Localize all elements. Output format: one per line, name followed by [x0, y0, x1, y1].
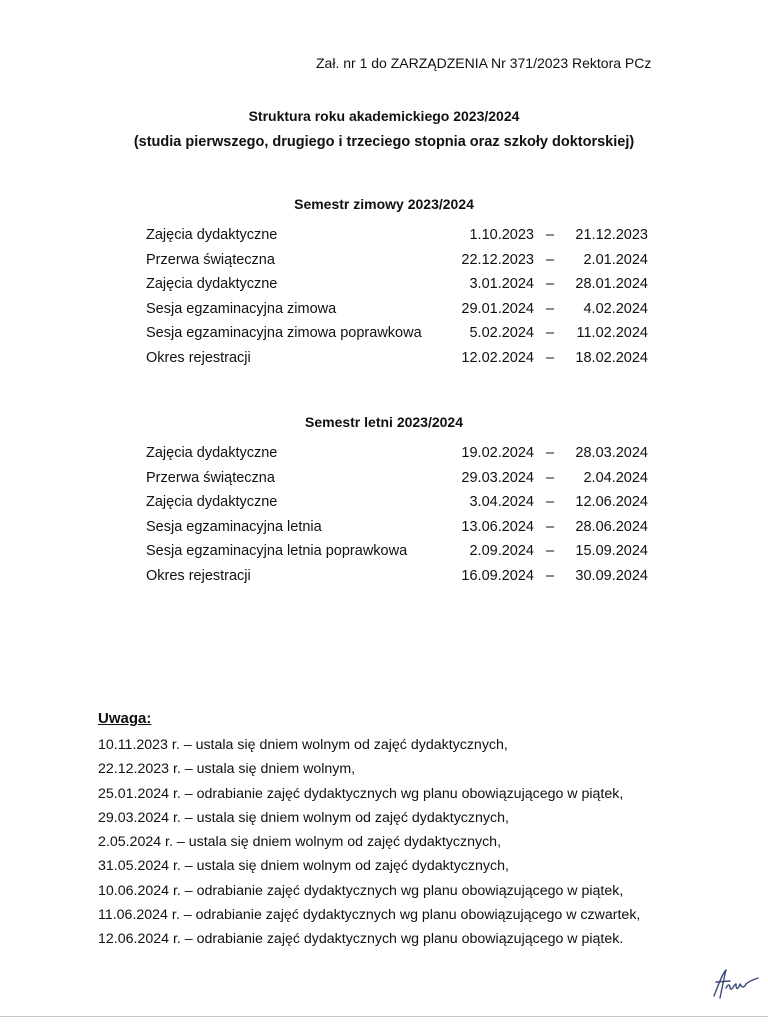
- schedule-row: [146, 519, 648, 544]
- range-dash: –: [546, 494, 555, 511]
- period-label: Okres rejestracji: [146, 567, 251, 584]
- note-item: [98, 786, 738, 810]
- note-date: 31.05.2024 r.: [98, 858, 181, 875]
- period-label: Zajęcia dydaktyczne: [146, 276, 278, 293]
- end-date: 18.02.2024: [575, 349, 648, 366]
- start-date: 16.09.2024: [461, 567, 534, 584]
- start-date: 29.01.2024: [461, 300, 534, 317]
- schedule-row: [146, 470, 648, 495]
- range-dash: –: [546, 518, 555, 535]
- period-label: Zajęcia dydaktyczne: [146, 227, 278, 243]
- note-date: 2.05.2024 r.: [98, 834, 173, 851]
- schedule-row: [146, 494, 648, 519]
- note-text: – odrabianie zajęć dydaktycznych wg planu obowiązującego w czwartek,: [183, 907, 641, 924]
- end-date: 21.12.2023: [575, 227, 648, 243]
- schedule-row: [146, 301, 648, 326]
- notes-heading: Uwaga:: [98, 710, 152, 727]
- start-date: 5.02.2024: [469, 325, 534, 342]
- period-label: Zajęcia dydaktyczne: [146, 445, 278, 461]
- schedule-row: [146, 325, 648, 350]
- end-date: 2.04.2024: [583, 469, 648, 486]
- range-dash: –: [546, 349, 555, 366]
- start-date: 13.06.2024: [461, 518, 534, 535]
- winter-semester-heading: Semestr zimowy 2023/2024: [294, 196, 474, 212]
- schedule-row: [146, 568, 648, 593]
- schedule-row: [146, 445, 648, 470]
- schedule-row: [146, 350, 648, 375]
- summer-semester-heading: Semestr letni 2023/2024: [305, 414, 463, 430]
- note-item: [98, 761, 738, 785]
- notes-list: [98, 737, 738, 956]
- note-text: – ustala się dniem wolnym od zajęć dydaktycznych,: [176, 834, 502, 851]
- period-label: Sesja egzaminacyjna zimowa poprawkowa: [146, 325, 422, 342]
- end-date: 2.01.2024: [583, 251, 648, 268]
- period-label: Sesja egzaminacyjna letnia: [146, 518, 322, 535]
- end-date: 11.02.2024: [576, 325, 648, 342]
- note-text: – odrabianie zajęć dydaktycznych wg planu obowiązującego w piątek.: [184, 931, 624, 948]
- note-text: – ustala się dniem wolnym od zajęć dydaktycznych,: [183, 737, 508, 753]
- note-item: [98, 907, 738, 931]
- note-text: – ustala się dniem wolnym od zajęć dydaktycznych,: [184, 858, 509, 875]
- note-item: [98, 858, 738, 882]
- page-bottom-edge: [0, 1016, 768, 1017]
- period-label: Sesja egzaminacyjna letnia poprawkowa: [146, 543, 408, 560]
- note-date: 10.06.2024 r.: [98, 882, 181, 899]
- start-date: 19.02.2024: [461, 445, 534, 461]
- range-dash: –: [546, 543, 555, 560]
- start-date: 2.09.2024: [469, 543, 534, 560]
- range-dash: –: [546, 300, 555, 317]
- note-date: 10.11.2023 r.: [98, 737, 180, 753]
- document-title: Struktura roku akademickiego 2023/2024: [248, 108, 520, 124]
- start-date: 3.04.2024: [469, 494, 534, 511]
- end-date: 4.02.2024: [583, 300, 648, 317]
- period-label: Okres rejestracji: [146, 349, 251, 366]
- start-date: 3.01.2024: [469, 276, 534, 293]
- note-date: 25.01.2024 r.: [98, 785, 181, 802]
- range-dash: –: [546, 276, 555, 293]
- range-dash: –: [546, 469, 555, 486]
- note-item: [98, 737, 738, 761]
- end-date: 30.09.2024: [575, 567, 648, 584]
- attachment-note: Zał. nr 1 do ZARZĄDZENIA Nr 371/2023 Rektora PCz: [316, 55, 652, 71]
- schedule-row: [146, 276, 648, 301]
- end-date: 28.06.2024: [575, 518, 648, 535]
- summer-schedule: [146, 445, 648, 593]
- schedule-row: [146, 543, 648, 568]
- note-text: – ustala się dniem wolnym,: [184, 761, 356, 778]
- signature: [708, 966, 764, 1002]
- note-text: – odrabianie zajęć dydaktycznych wg planu obowiązującego w piątek,: [184, 785, 624, 802]
- range-dash: –: [546, 445, 555, 461]
- period-label: Zajęcia dydaktyczne: [146, 494, 278, 511]
- start-date: 22.12.2023: [461, 251, 534, 268]
- range-dash: –: [546, 567, 555, 584]
- end-date: 12.06.2024: [575, 494, 648, 511]
- period-label: Sesja egzaminacyjna zimowa: [146, 300, 337, 317]
- note-item: [98, 931, 738, 955]
- end-date: 28.01.2024: [575, 276, 648, 293]
- schedule-row: [146, 252, 648, 277]
- schedule-row: [146, 227, 648, 252]
- note-date: 22.12.2023 r.: [98, 761, 181, 778]
- end-date: 28.03.2024: [575, 445, 648, 461]
- period-label: Przerwa świąteczna: [146, 469, 275, 486]
- note-item: [98, 834, 738, 858]
- end-date: 15.09.2024: [575, 543, 648, 560]
- document-subtitle: (studia pierwszego, drugiego i trzeciego stopnia oraz szkoły doktorskiej): [133, 134, 635, 150]
- start-date: 12.02.2024: [461, 349, 534, 366]
- start-date: 29.03.2024: [461, 469, 534, 486]
- range-dash: –: [546, 325, 555, 342]
- note-date: 11.06.2024 r.: [98, 907, 180, 924]
- period-label: Przerwa świąteczna: [146, 251, 275, 268]
- note-date: 29.03.2024 r.: [98, 809, 181, 826]
- note-date: 12.06.2024 r.: [98, 931, 181, 948]
- note-item: [98, 883, 738, 907]
- range-dash: –: [546, 227, 555, 243]
- note-item: [98, 810, 738, 834]
- winter-schedule: [146, 227, 648, 375]
- note-text: – ustala się dniem wolnym od zajęć dydaktycznych,: [184, 809, 509, 826]
- range-dash: –: [546, 251, 555, 268]
- start-date: 1.10.2023: [469, 227, 534, 243]
- note-text: – odrabianie zajęć dydaktycznych wg planu obowiązującego w piątek,: [184, 882, 624, 899]
